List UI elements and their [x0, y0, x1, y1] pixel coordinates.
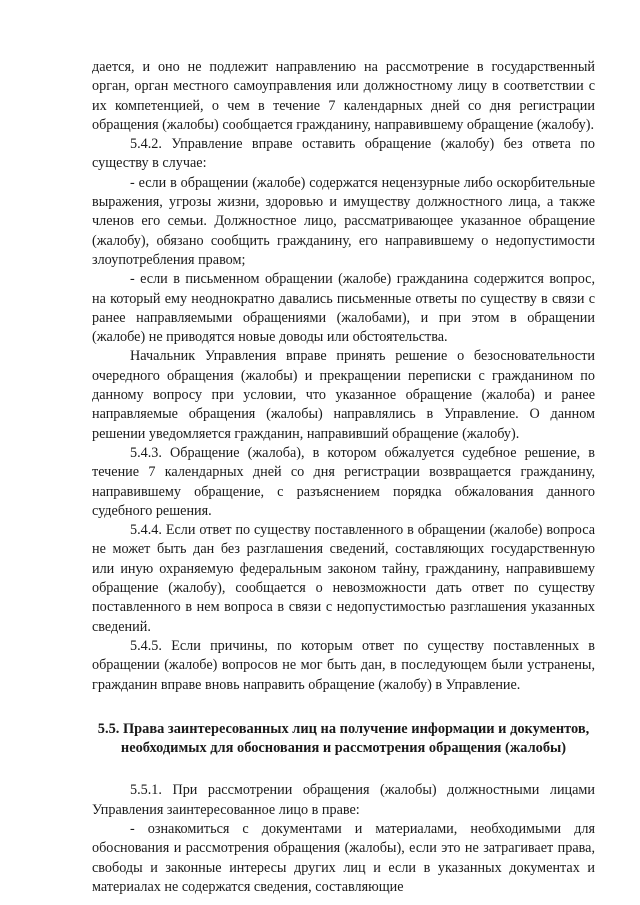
paragraph-5-4-4: 5.4.4. Если ответ по существу поставленного в обращении (жалобе) вопроса не может быть дан без разглашения сведений, составляющих государственную или иную охраняемую федеральным законом тайну, гражданину, направившему обращение (жалобу), сообщается о невозможности дать ответ по существу поставленного в нем вопроса в связи с недопустимостью разглашения указанных сведений. [92, 522, 595, 635]
paragraph-head-decision: Начальник Управления вправе принять решение о безосновательности очередного обращения (жалобы) и прекращении переписки с гражданином по данному вопросу при условии, что указанное обращение (жалоба) и ранее направляемые обращения (жалобы) направлялись в Управление. О данном решении уведомляется гражданин, направивший обращение (жалобу). [92, 348, 595, 442]
section-heading-5-5: 5.5. Права заинтересованных лиц на получение информации и документов, необходимых для обоснования и рассмотрения обращения (жалобы) [97, 720, 590, 757]
paragraph-5-5-1: 5.5.1. При рассмотрении обращения (жалобы) должностными лицами Управления заинтересованное лицо в праве: [92, 782, 595, 818]
document-page [92, 58, 595, 897]
list-item-review-documents: - ознакомиться с документами и материалами, необходимыми для обоснования и рассмотрения обращения (жалобы), если это не затрагивает права, свободы и законные интересы других лиц и если в указанных документах и материалах не содержатся сведения, составляющие [92, 820, 595, 895]
paragraph-continuation: дается, и оно не подлежит направлению на рассмотрение в государственный орган, орган местного самоуправления или должностному лицу в соответствии с их компетенцией, о чем в течение 7 календарных дней со дня регистрации обращения (жалобы) сообщается гражданину, направившему обращение (жалобу). [92, 59, 595, 133]
paragraph-5-4-2: 5.4.2. Управление вправе оставить обращение (жалобу) без ответа по существу в случае: [92, 136, 595, 172]
paragraph-5-4-5: 5.4.5. Если причины, по которым ответ по существу поставленных в обращении (жалобе) вопросов не мог быть дан, в последующем были устранены, гражданин вправе вновь направить обращение (жалобу) в Управление. [92, 637, 595, 693]
paragraph-5-4-3: 5.4.3. Обращение (жалоба), в котором обжалуется судебное решение, в течение 7 календарных дней со дня регистрации возвращается гражданину, направившему обращение, с разъяснением порядка обжалования данного судебного решения. [92, 444, 595, 519]
list-item-repeated-question: - если в письменном обращении (жалобе) гражданина содержится вопрос, на который ему неоднократно давались письменные ответы по существу в связи с ранее направляемыми обращениями (жалобами), и при этом в обращении (жалобе) не приводятся новые доводы или обстоятельства. [92, 271, 595, 346]
list-item-obscene-language: - если в обращении (жалобе) содержатся нецензурные либо оскорбительные выражения, угрозы жизни, здоровью и имуществу должностного лица, а также членов его семьи. Должностное лицо, рассматривающее указанное обращение (жалобу), обязано сообщить гражданину, его направившему о недопустимости злоупотребления правом; [92, 174, 595, 268]
